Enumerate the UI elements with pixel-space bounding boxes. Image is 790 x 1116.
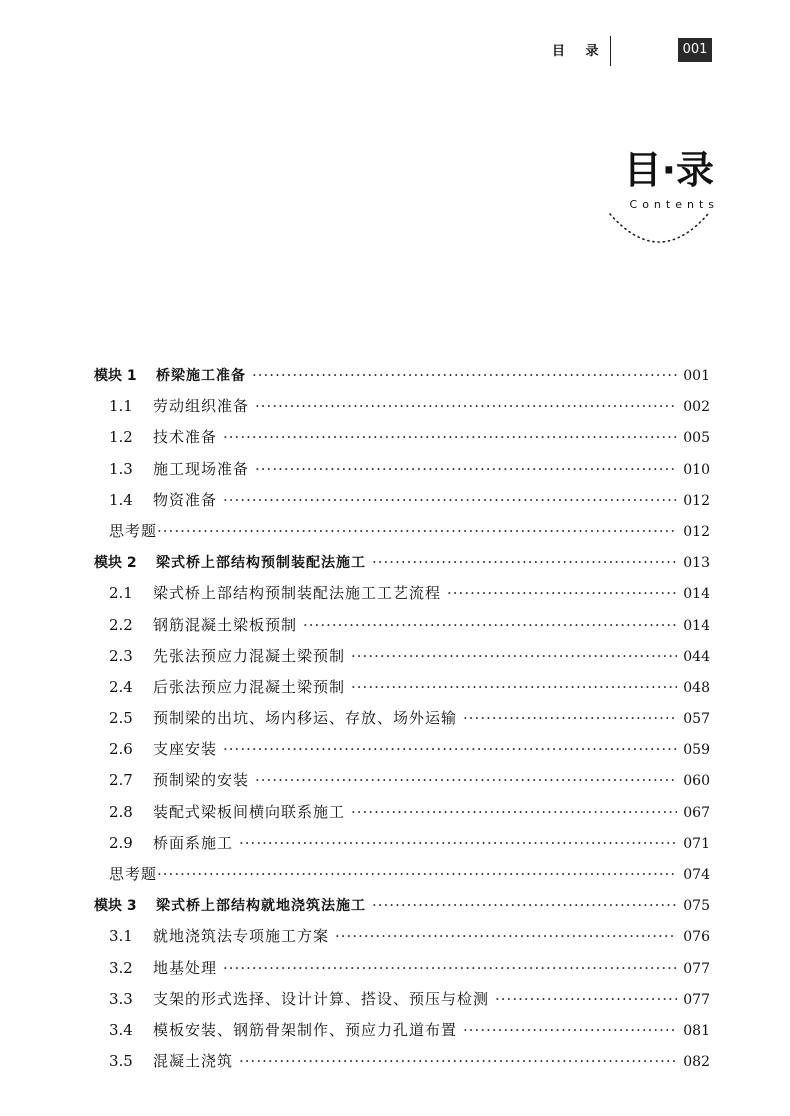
toc-section-entry[interactable] (94, 422, 710, 453)
toc-entry-title: 预制梁的安装 (153, 771, 250, 790)
toc-dot-leader (335, 921, 677, 952)
toc-entry-number: 1.2 (109, 428, 133, 447)
toc-entry-page: 081 (683, 1022, 710, 1039)
toc-entry-number: 1.3 (109, 459, 133, 478)
toc-entry-page: 005 (683, 430, 710, 447)
toc-section-entry[interactable] (94, 797, 710, 828)
toc-entry-page: 002 (683, 399, 710, 416)
toc-dot-leader (252, 360, 677, 391)
toc-entry-number: 3.4 (109, 1020, 133, 1039)
header-divider (610, 36, 611, 66)
toc-dot-leader (495, 984, 677, 1015)
toc-dot-leader (351, 797, 677, 828)
toc-entry-number: 2.2 (109, 615, 133, 634)
toc-dot-leader (351, 641, 677, 672)
toc-section-entry[interactable] (94, 921, 710, 952)
toc-dot-leader (223, 485, 677, 516)
toc-entry-number: 3.3 (109, 989, 133, 1008)
toc-entry-number: 模块 2 (94, 555, 137, 572)
toc-entry-title: 梁式桥上部结构预制装配法施工工艺流程 (153, 584, 442, 603)
toc-entry-title: 梁式桥上部结构预制装配法施工 (156, 555, 366, 572)
toc-entry-title: 桥面系施工 (153, 833, 234, 852)
toc-entry-page: 075 (683, 898, 710, 915)
toc-entry-page: 077 (683, 991, 710, 1008)
toc-section-entry[interactable] (94, 391, 710, 422)
toc-dot-leader (447, 578, 677, 609)
page-title: 目·录 (623, 148, 714, 192)
toc-dot-leader (239, 1046, 677, 1077)
toc-entry-number: 2.8 (109, 802, 133, 821)
toc-section-entry[interactable] (94, 1046, 710, 1077)
toc-dot-leader (463, 703, 677, 734)
toc-dot-leader (303, 610, 677, 641)
toc-section-entry[interactable] (94, 641, 710, 672)
toc-entry-page: 059 (683, 742, 710, 759)
toc-entry-page: 044 (683, 648, 710, 665)
toc-entry-page: 010 (683, 461, 710, 478)
toc-entry-page: 071 (683, 835, 710, 852)
toc-entry-title: 预制梁的出坑、场内移运、存放、场外运输 (153, 709, 458, 728)
toc-section-entry[interactable] (94, 1015, 710, 1046)
table-of-contents (94, 360, 710, 1077)
toc-entry-page: 001 (683, 368, 710, 384)
toc-entry-title: 思考题 (109, 865, 158, 883)
toc-entry-number: 3.2 (109, 958, 133, 977)
toc-entry-page: 077 (683, 960, 710, 977)
toc-entry-number: 3.5 (109, 1052, 133, 1071)
toc-section-entry[interactable] (94, 859, 710, 890)
toc-dot-leader (255, 454, 677, 485)
toc-entry-number: 1.1 (109, 397, 133, 416)
page-number: 001 (678, 38, 712, 62)
toc-entry-title: 劳动组织准备 (153, 397, 250, 416)
toc-module-entry[interactable] (94, 547, 710, 578)
toc-entry-title: 梁式桥上部结构就地浇筑法施工 (156, 898, 366, 915)
toc-dot-leader (223, 422, 677, 453)
toc-entry-number: 模块 1 (94, 368, 137, 384)
toc-entry-page: 013 (683, 555, 710, 572)
toc-entry-title: 就地浇筑法专项施工方案 (153, 927, 330, 946)
toc-module-entry[interactable] (94, 890, 710, 921)
toc-entry-number: 2.4 (109, 677, 133, 696)
toc-dot-leader (463, 1015, 677, 1046)
contents-title-block (574, 148, 719, 258)
toc-entry-page: 074 (683, 867, 710, 883)
toc-entry-number: 2.6 (109, 740, 133, 759)
toc-entry-page: 060 (683, 773, 710, 790)
toc-entry-title: 装配式梁板间横向联系施工 (153, 802, 346, 821)
toc-dot-leader (255, 391, 677, 422)
toc-dot-leader (372, 547, 677, 578)
toc-entry-title: 物资准备 (153, 490, 218, 509)
toc-section-entry[interactable] (94, 734, 710, 765)
toc-entry-title: 支架的形式选择、设计计算、搭设、预压与检测 (153, 989, 490, 1008)
toc-entry-page: 048 (683, 679, 710, 696)
toc-section-entry[interactable] (94, 828, 710, 859)
running-header (552, 36, 712, 66)
toc-entry-number: 2.7 (109, 771, 133, 790)
toc-section-entry[interactable] (94, 454, 710, 485)
toc-entry-page: 012 (683, 492, 710, 509)
toc-section-entry[interactable] (94, 610, 710, 641)
toc-entry-page: 057 (683, 711, 710, 728)
dotted-arc-ornament (604, 208, 714, 248)
toc-entry-number: 2.3 (109, 646, 133, 665)
toc-entry-title: 桥梁施工准备 (156, 368, 246, 384)
toc-entry-title: 混凝土浇筑 (153, 1052, 234, 1071)
running-title: 目 录 (552, 44, 607, 59)
toc-entry-page: 067 (683, 804, 710, 821)
toc-section-entry[interactable] (94, 953, 710, 984)
toc-entry-title: 先张法预应力混凝土梁预制 (153, 646, 346, 665)
toc-entry-page: 082 (683, 1054, 710, 1071)
toc-dot-leader (255, 765, 677, 796)
toc-entry-title: 技术准备 (153, 428, 218, 447)
toc-dot-leader (157, 516, 677, 547)
toc-section-entry[interactable] (94, 984, 710, 1015)
toc-dot-leader (223, 953, 677, 984)
toc-entry-title: 支座安装 (153, 740, 218, 759)
toc-section-entry[interactable] (94, 578, 710, 609)
toc-entry-page: 014 (683, 617, 710, 634)
toc-entry-title: 地基处理 (153, 958, 218, 977)
toc-dot-leader (372, 890, 677, 921)
toc-entry-page: 012 (683, 523, 710, 540)
toc-entry-number: 1.4 (109, 490, 133, 509)
toc-entry-number: 模块 3 (94, 898, 137, 915)
toc-dot-leader (157, 859, 677, 890)
toc-entry-number: 2.1 (109, 584, 133, 603)
toc-dot-leader (351, 672, 677, 703)
page-subtitle: Contents (629, 198, 719, 211)
toc-section-entry[interactable] (94, 485, 710, 516)
toc-entry-number: 2.9 (109, 833, 133, 852)
toc-entry-title: 后张法预应力混凝土梁预制 (153, 677, 346, 696)
toc-entry-number: 2.5 (109, 709, 133, 728)
toc-section-entry[interactable] (94, 672, 710, 703)
toc-entry-title: 施工现场准备 (153, 459, 250, 478)
toc-entry-number: 3.1 (109, 927, 133, 946)
toc-entry-page: 014 (683, 586, 710, 603)
toc-dot-leader (223, 734, 677, 765)
toc-section-entry[interactable] (94, 703, 710, 734)
toc-section-entry[interactable] (94, 765, 710, 796)
toc-entry-title: 钢筋混凝土梁板预制 (153, 615, 298, 634)
toc-dot-leader (239, 828, 677, 859)
toc-entry-page: 076 (683, 929, 710, 946)
toc-module-entry[interactable] (94, 360, 710, 391)
toc-section-entry[interactable] (94, 516, 710, 547)
toc-entry-title: 模板安装、钢筋骨架制作、预应力孔道布置 (153, 1020, 458, 1039)
toc-entry-title: 思考题 (109, 521, 158, 540)
